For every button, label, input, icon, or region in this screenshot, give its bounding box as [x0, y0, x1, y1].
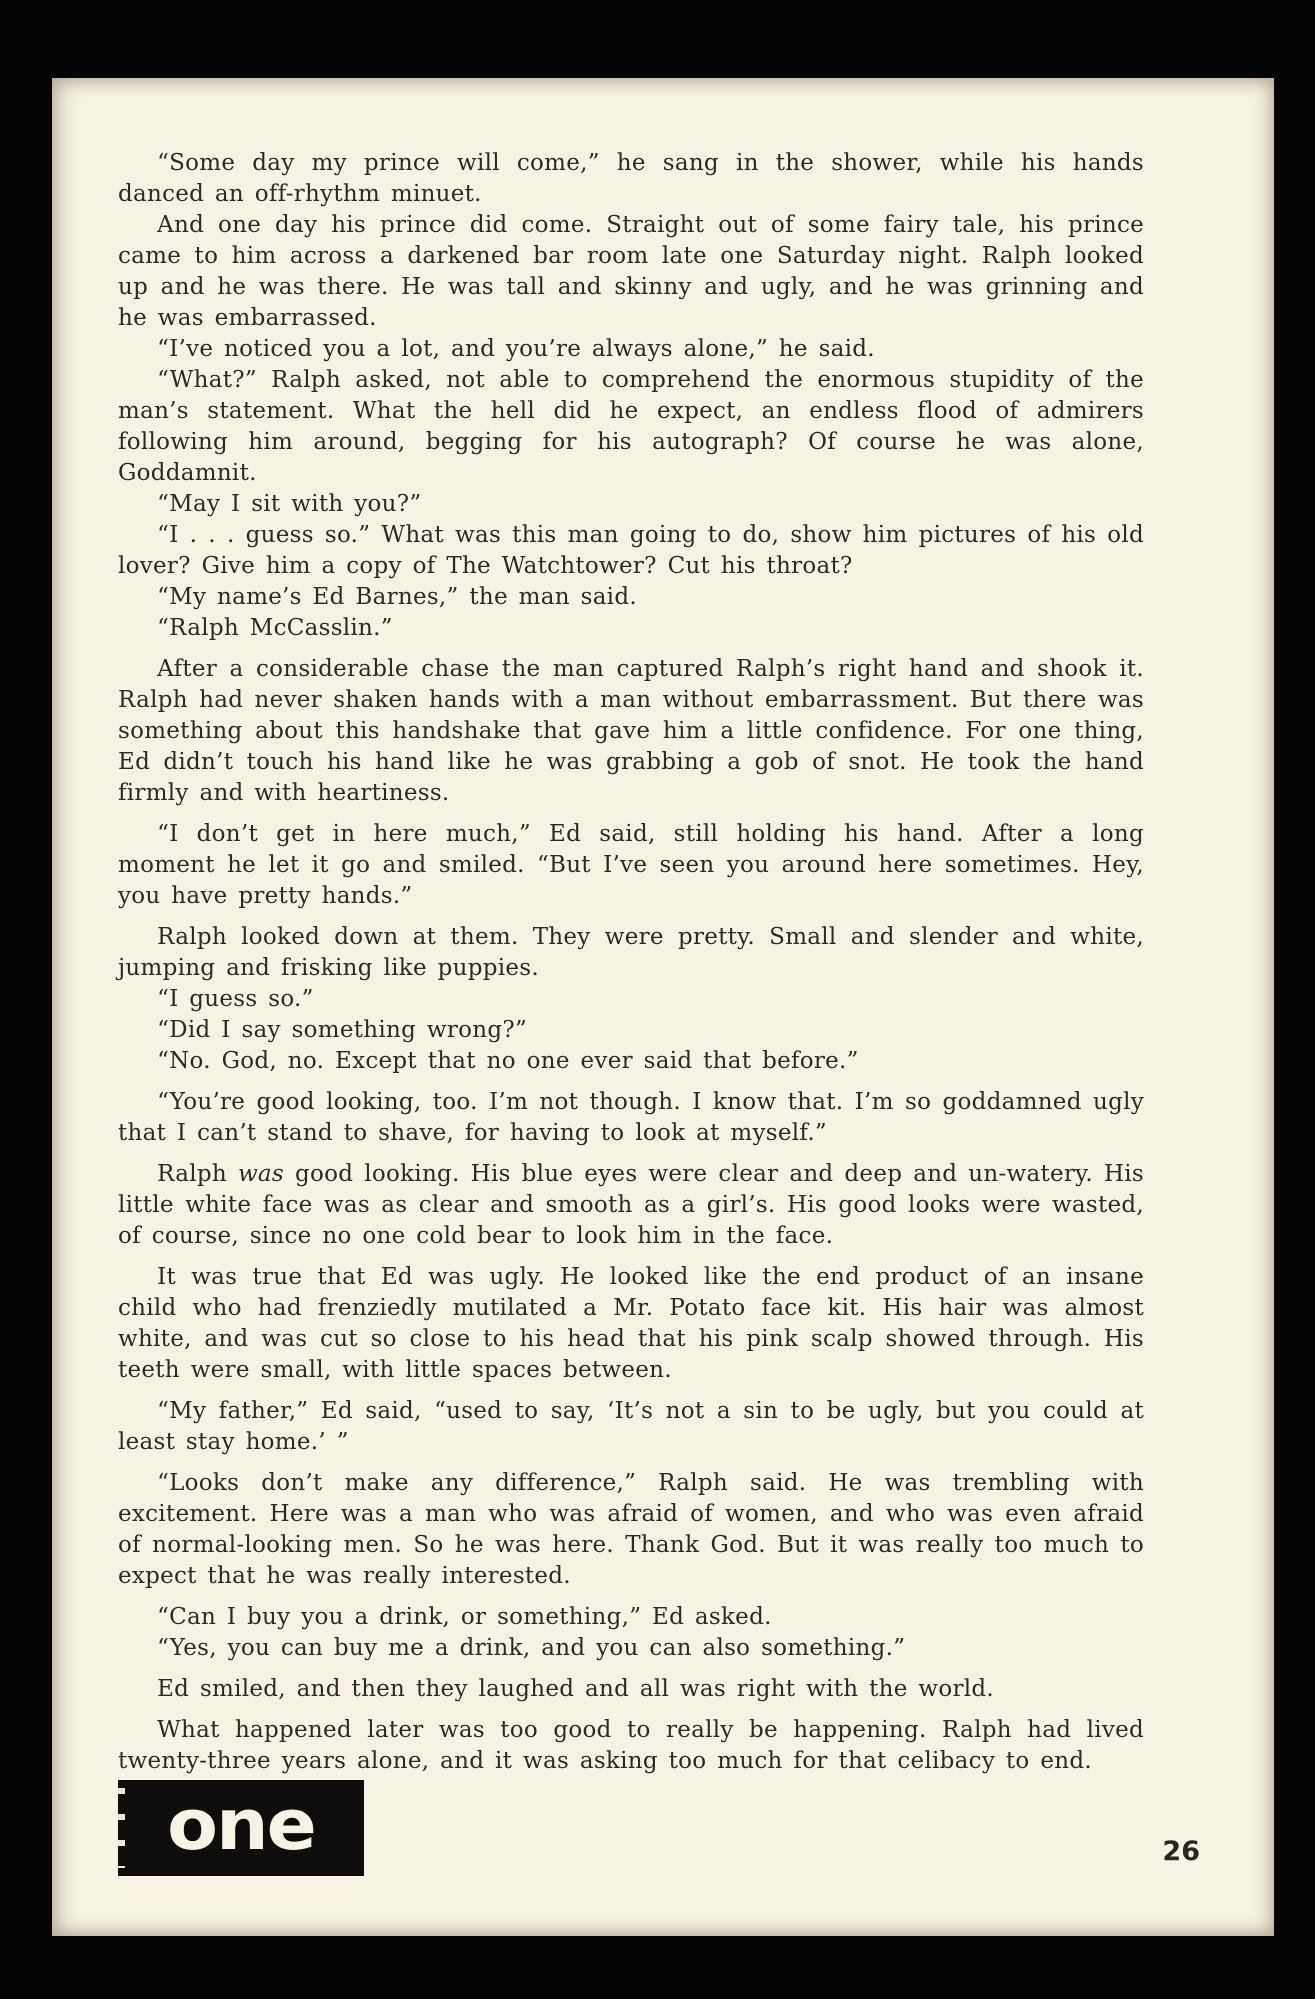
text-segment: “Some day my prince will come,” he sang in the shower, while his hands danced an off-rhythm minuet.: [118, 150, 1144, 207]
paragraph: [118, 1015, 1144, 1046]
text-segment: “Did I say something wrong?”: [157, 1017, 527, 1043]
paragraph: [118, 148, 1144, 210]
text-segment: “You’re good looking, too. I’m not though. I know that. I’m so goddamned ugly that I can’t stand to shave, for having to look at myself.”: [118, 1089, 1144, 1146]
text-segment: “Looks don’t make any difference,” Ralph said. He was trembling with excitement. Here was a man who was afraid of women, and who was even afraid of normal-looking men. So he was here. Thank God. But it was really too much to expect that he was really interested.: [118, 1470, 1144, 1589]
paragraph: [118, 1715, 1144, 1777]
text-segment: Ralph: [157, 1161, 238, 1187]
text-segment: “I’ve noticed you a lot, and you’re always alone,” he said.: [157, 336, 875, 362]
paragraph: [118, 819, 1144, 912]
text-segment: “My father,” Ed said, “used to say, ‘It’s not a sin to be ugly, but you could at least stay home.’ ”: [118, 1398, 1144, 1455]
text-segment: “Can I buy you a drink, or something,” Ed asked.: [157, 1604, 772, 1630]
story-text-column: [118, 148, 1144, 1777]
text-segment: After a considerable chase the man captured Ralph’s right hand and shook it. Ralph had never shaken hands with a man without embarrassment. But there was something about this handshake that gave him a little confidence. For one thing, Ed didn’t touch his hand like he was grabbing a gob of snot. He took the hand firmly and with heartiness.: [118, 656, 1144, 806]
text-segment: good looking. His blue eyes were clear and deep and un-watery. His little white face was as clear and smooth as a girl’s. His good looks were wasted, of course, since no one cold bear to look him in the face.: [118, 1161, 1144, 1249]
italic-text-segment: was: [237, 1161, 284, 1187]
paragraph: [118, 1046, 1144, 1077]
paragraph: [118, 489, 1144, 520]
text-segment: “What?” Ralph asked, not able to comprehend the enormous stupidity of the man’s statement. What the hell did he expect, an endless flood of admirers following him around, begging for his autograph? Of course he was alone, Goddamnit.: [118, 367, 1144, 486]
text-segment: What happened later was too good to really be happening. Ralph had lived twenty-three years alone, and it was asking too much for that celibacy to end.: [118, 1717, 1144, 1774]
paragraph: [118, 922, 1144, 984]
paragraph: [118, 984, 1144, 1015]
paragraph: [118, 1087, 1144, 1149]
magazine-page: [52, 78, 1274, 1936]
text-segment: Ralph looked down at them. They were pretty. Small and slender and white, jumping and frisking like puppies.: [118, 924, 1144, 981]
paragraph: [118, 1159, 1144, 1252]
one-magazine-logo: [118, 1780, 364, 1876]
paragraph: [118, 613, 1144, 644]
text-segment: “Yes, you can buy me a drink, and you can also something.”: [157, 1635, 906, 1661]
paragraph: [118, 365, 1144, 489]
paragraph: [118, 654, 1144, 809]
paragraph: [118, 1674, 1144, 1705]
text-segment: “I guess so.”: [157, 986, 314, 1012]
one-logo-text: one: [167, 1784, 315, 1866]
paragraph: [118, 582, 1144, 613]
paragraph: [118, 1396, 1144, 1458]
paragraph: [118, 210, 1144, 334]
text-segment: “My name’s Ed Barnes,” the man said.: [157, 584, 637, 610]
text-segment: “I . . . guess so.” What was this man going to do, show him pictures of his old lover? Give him a copy of The Watchtower? Cut his throat?: [118, 522, 1144, 579]
text-segment: “I don’t get in here much,” Ed said, still holding his hand. After a long moment he let it go and smiled. “But I’ve seen you around here sometimes. Hey, you have pretty hands.”: [118, 821, 1144, 909]
text-segment: “Ralph McCasslin.”: [157, 615, 393, 641]
paragraph: [118, 334, 1144, 365]
text-segment: Ed smiled, and then they laughed and all was right with the world.: [157, 1676, 994, 1702]
text-segment: “No. God, no. Except that no one ever said that before.”: [157, 1048, 859, 1074]
paragraph: [118, 1633, 1144, 1664]
text-segment: “May I sit with you?”: [157, 491, 422, 517]
paragraph: [118, 1262, 1144, 1386]
text-segment: It was true that Ed was ugly. He looked like the end product of an insane child who had frenziedly mutilated a Mr. Potato face kit. His hair was almost white, and was cut so close to his head that his pink scalp showed through. His teeth were small, with little spaces between.: [118, 1264, 1144, 1383]
text-segment: And one day his prince did come. Straight out of some fairy tale, his prince came to him across a darkened bar room late one Saturday night. Ralph looked up and he was there. He was tall and skinny and ugly, and he was grinning and he was embarrassed.: [118, 212, 1144, 331]
paragraph: [118, 1602, 1144, 1633]
page-number: 26: [1162, 1836, 1200, 1867]
paragraph: [118, 1468, 1144, 1592]
paragraph: [118, 520, 1144, 582]
